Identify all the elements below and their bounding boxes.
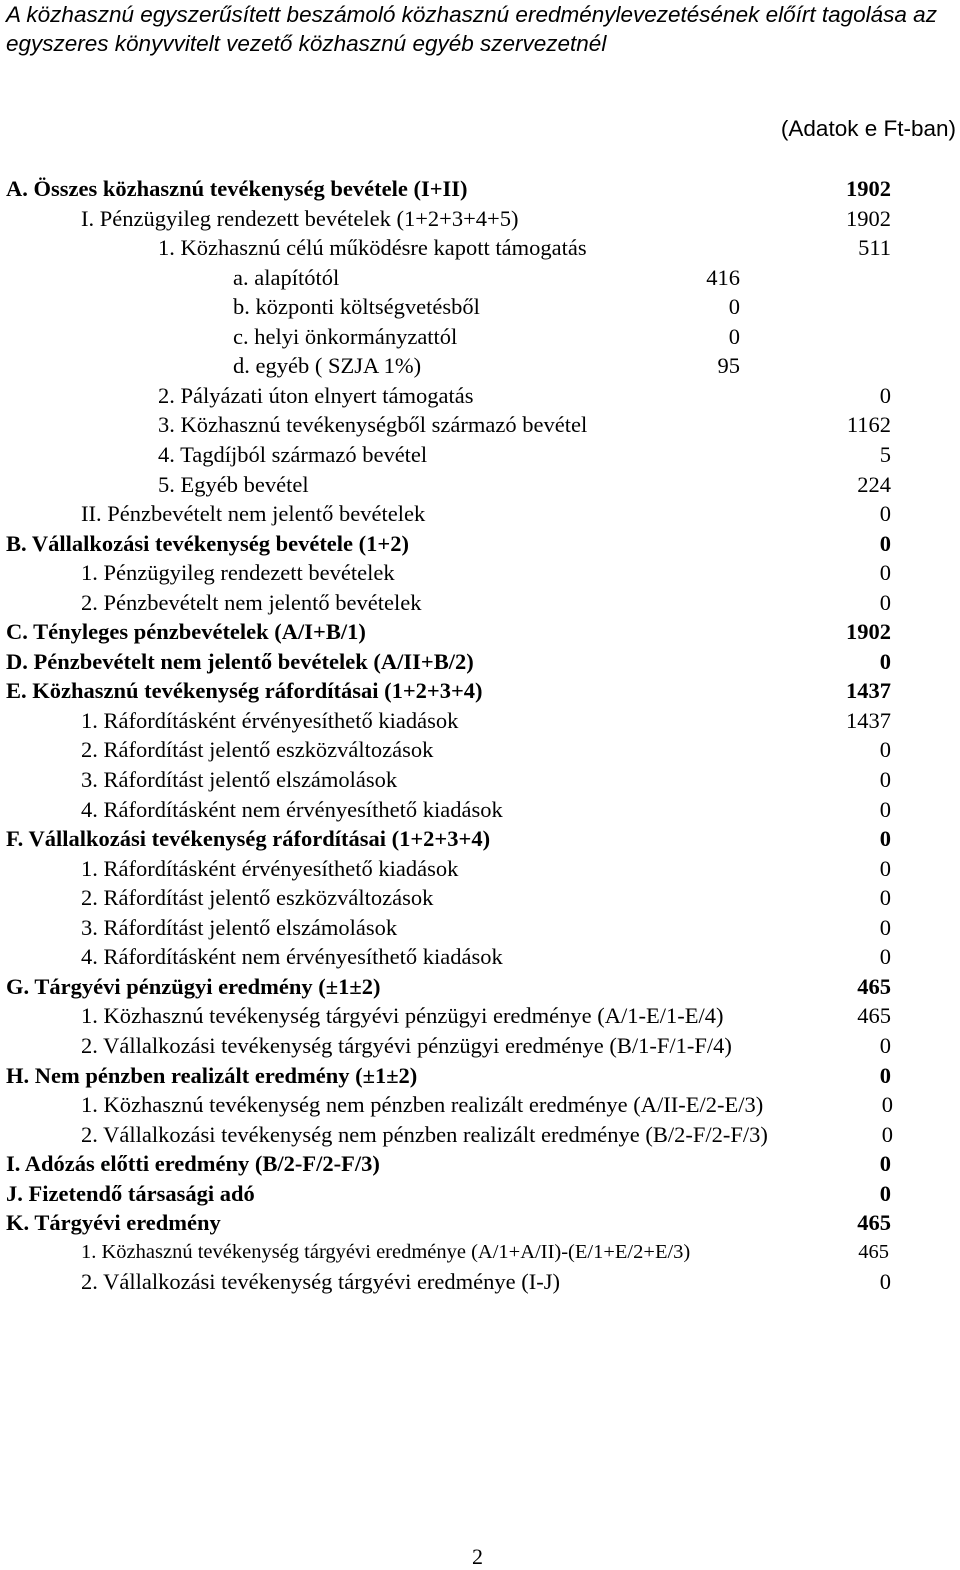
row-value: 465: [858, 1240, 889, 1263]
statement-row: [0, 735, 960, 765]
row-value: 0: [879, 1269, 891, 1295]
row-label: 2. Pénzbevételt nem jelentő bevételek: [81, 589, 422, 615]
statement-row: [0, 440, 960, 470]
row-label: K. Tárgyévi eredmény: [6, 1210, 221, 1236]
row-value: 0: [879, 589, 891, 615]
row-label: C. Tényleges pénzbevételek (A/I+B/1): [6, 619, 366, 645]
row-value: 1162: [846, 412, 891, 438]
statement-row: [0, 942, 960, 972]
row-label: 4. Ráfordításként nem érvényesíthető kiadások: [81, 944, 503, 970]
row-value: 0: [879, 501, 891, 527]
row-label: II. Pénzbevételt nem jelentő bevételek: [81, 501, 426, 527]
row-value: 0: [879, 1151, 891, 1177]
row-value: 1902: [846, 205, 891, 231]
row-value: 0: [879, 826, 891, 852]
row-value: 0: [879, 796, 891, 822]
statement-row: [0, 1179, 960, 1209]
statement-row: [0, 1120, 960, 1150]
statement-row: [0, 706, 960, 736]
statement-row: [0, 1061, 960, 1091]
row-value: 0: [879, 767, 891, 792]
statement-row: [0, 913, 960, 943]
statement-row: [0, 647, 960, 677]
statement-row: [0, 588, 960, 618]
row-value: 5: [879, 441, 891, 467]
row-value: 0: [879, 530, 891, 556]
row-value: 0: [879, 648, 891, 674]
statement-row: [0, 617, 960, 647]
row-label: 2. Ráfordítást jelentő eszközváltozások: [81, 885, 434, 911]
row-label: 1. Pénzügyileg rendezett bevételek: [81, 560, 395, 586]
row-label: 1. Közhasznú tevékenység nem pénzben realizált eredménye (A/II-E/2-E/3): [81, 1092, 764, 1118]
statement-row: [0, 470, 960, 500]
statement-row: [0, 1267, 960, 1297]
row-label: F. Vállalkozási tevékenység ráfordításai (1+2+3+4): [6, 826, 491, 852]
row-label: a. alapítótól: [233, 264, 340, 290]
row-value: 1437: [846, 678, 891, 704]
statement-row: [0, 1031, 960, 1061]
statement-row: [0, 174, 960, 204]
row-label: E. Közhasznú tevékenység ráfordításai (1+2+3+4): [6, 678, 483, 704]
statement-row: [0, 1238, 960, 1268]
row-value: 0: [879, 1032, 891, 1058]
row-label: c. helyi önkormányzattól: [233, 323, 458, 349]
row-value: 465: [857, 1210, 891, 1236]
row-label: b. központi költségvetésből: [233, 294, 480, 320]
statement-row: [0, 204, 960, 234]
row-value: 0: [879, 914, 891, 940]
row-label: 3. Ráfordítást jelentő elszámolások: [81, 767, 398, 792]
row-label: J. Fizetendő társasági adó: [6, 1180, 255, 1206]
statement-row: [0, 558, 960, 588]
row-label: 2. Vállalkozási tevékenység tárgyévi pénzügyi eredménye (B/1-F/1-F/4): [81, 1032, 732, 1058]
statement-row: [0, 1001, 960, 1031]
unit-note: (Adatok e Ft-ban): [780, 116, 956, 141]
statement-row: [0, 381, 960, 411]
statement-row: [0, 1090, 960, 1120]
document-title: A közhasznú egyszerűsített beszámoló közhasznú eredménylevezetésének előírt tagolása az egyszeres könyvvitelt vezető közhasznú egyéb szervezetnél: [6, 2, 937, 56]
row-value: 0: [879, 1062, 891, 1088]
statement-row: [0, 410, 960, 440]
row-value: 0: [879, 855, 891, 881]
row-label: I. Adózás előtti eredmény (B/2-F/2-F/3): [6, 1151, 380, 1177]
row-value: 0: [881, 1092, 893, 1118]
row-label: D. Pénzbevételt nem jelentő bevételek (A/II+B/2): [6, 648, 474, 674]
row-value: 0: [879, 885, 891, 911]
row-label: 3. Közhasznú tevékenységből származó bevétel: [158, 412, 588, 438]
row-label: 2. Vállalkozási tevékenység nem pénzben realizált eredménye (B/2-F/2-F/3): [81, 1121, 768, 1147]
row-value: 95: [717, 353, 740, 379]
row-label: 1. Ráfordításként érvényesíthető kiadások: [81, 707, 459, 733]
row-value: 0: [881, 1121, 893, 1147]
row-value: 0: [728, 323, 740, 349]
row-value: 0: [879, 944, 891, 970]
row-value: 1437: [846, 707, 891, 733]
row-label: H. Nem pénzben realizált eredmény (±1±2): [6, 1062, 418, 1088]
statement-row: [0, 972, 960, 1002]
row-value: 465: [857, 973, 891, 999]
statement-row: [0, 233, 960, 263]
statement-row: [0, 529, 960, 559]
row-value: 416: [706, 264, 740, 290]
statement-row: [0, 292, 960, 322]
row-label: B. Vállalkozási tevékenység bevétele (1+2): [6, 530, 409, 556]
row-label: 1. Közhasznú célú működésre kapott támogatás: [158, 235, 587, 261]
statement-row: [0, 322, 960, 352]
row-label: 2. Ráfordítást jelentő eszközváltozások: [81, 737, 434, 763]
row-label: 2. Pályázati úton elnyert támogatás: [158, 382, 474, 408]
row-value: 0: [879, 1180, 891, 1206]
row-value: 224: [857, 471, 891, 497]
statement-row: [0, 499, 960, 529]
row-value: 0: [879, 737, 891, 763]
row-label: 1. Közhasznú tevékenység tárgyévi pénzügyi eredménye (A/1-E/1-E/4): [81, 1003, 724, 1029]
row-label: 4. Tagdíjból származó bevétel: [158, 441, 428, 467]
row-value: 0: [728, 294, 740, 320]
page-number: 2: [472, 1544, 483, 1569]
row-label: I. Pénzügyileg rendezett bevételek (1+2+3+4+5): [81, 205, 519, 231]
statement-row: [0, 1149, 960, 1179]
row-label: 1. Közhasznú tevékenység tárgyévi eredménye (A/1+A/II)-(E/1+E/2+E/3): [81, 1240, 691, 1263]
statement-row: [0, 824, 960, 854]
row-value: 0: [879, 560, 891, 586]
statement-row: [0, 795, 960, 825]
row-value: 465: [857, 1003, 891, 1029]
statement-row: [0, 883, 960, 913]
row-label: 5. Egyéb bevétel: [158, 471, 309, 497]
row-value: 1902: [846, 619, 891, 645]
row-label: 1. Ráfordításként érvényesíthető kiadások: [81, 855, 459, 881]
row-label: G. Tárgyévi pénzügyi eredmény (±1±2): [6, 973, 381, 999]
row-label: 4. Ráfordításként nem érvényesíthető kiadások: [81, 796, 503, 822]
statement-row: [0, 263, 960, 293]
statement-row: [0, 676, 960, 706]
row-label: A. Összes közhasznú tevékenység bevétele (I+II): [6, 176, 468, 201]
row-label: 2. Vállalkozási tevékenység tárgyévi eredménye (I-J): [81, 1269, 560, 1295]
statement-row: [0, 765, 960, 795]
row-value: 511: [858, 235, 891, 261]
row-value: 1902: [846, 176, 891, 201]
row-value: 0: [879, 382, 891, 408]
statement-row: [0, 351, 960, 381]
statement-row: [0, 854, 960, 884]
row-label: d. egyéb ( SZJA 1%): [233, 353, 422, 379]
statement-row: [0, 1208, 960, 1238]
row-label: 3. Ráfordítást jelentő elszámolások: [81, 914, 398, 940]
